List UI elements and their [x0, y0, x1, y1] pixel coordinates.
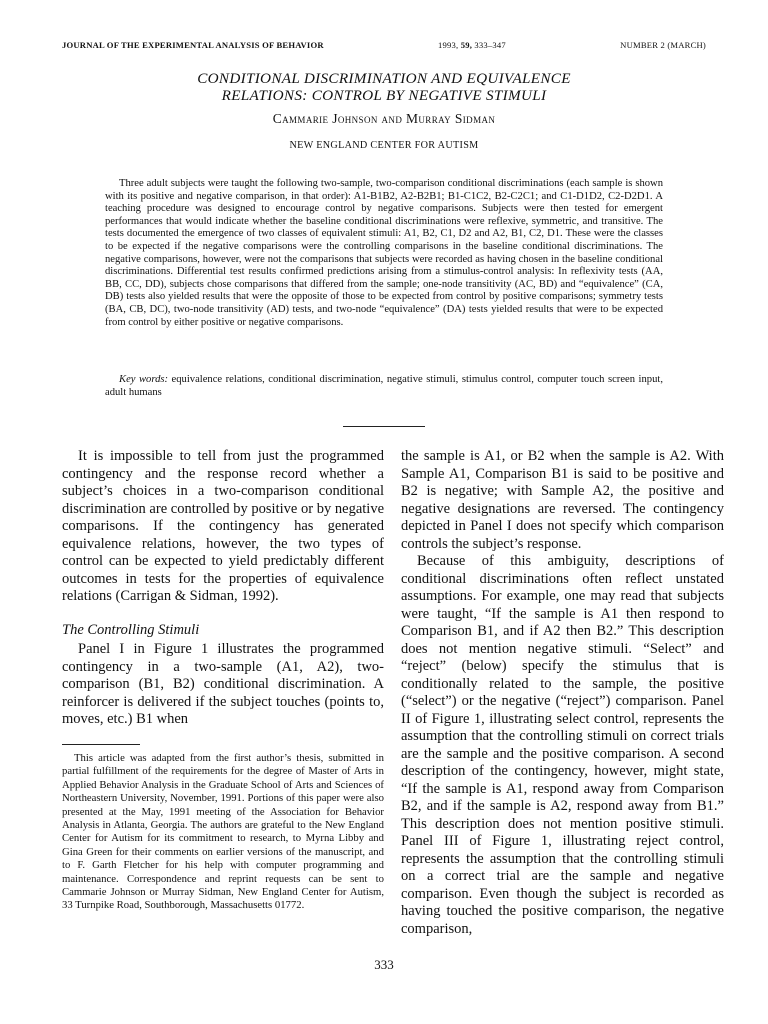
volume-info: [438, 40, 506, 50]
panel-paragraph: Panel I in Figure 1 illustrates the programmed contingency in a two-sample (A1, A2), two-comparison (B1, B2) conditional discrimination. A reinforcer is delivered if the subject touches (points to, moves, etc.) B1 when: [62, 641, 384, 727]
keywords: [105, 374, 663, 399]
page-number: 333: [374, 957, 394, 972]
section-heading: The Controlling Stimuli: [62, 621, 200, 638]
keywords-text: equivalence relations, conditional discrimination, negative stimuli, stimulus control, computer touch screen input, adult humans: [105, 374, 663, 398]
keywords-label: Key words:: [119, 374, 169, 385]
page-range: 333–347: [474, 40, 506, 50]
issue-number: NUMBER 2 (MARCH): [620, 40, 706, 50]
abstract-divider: [343, 426, 425, 427]
article-title: [60, 70, 708, 104]
affiliation: NEW ENGLAND CENTER FOR AUTISM: [289, 140, 479, 151]
abstract: Three adult subjects were taught the following two-sample, two-comparison conditional discriminations (each sample is shown with its positive and negative comparison, in that order): A1-B1B2, A2-B2B1; B1-C1C2, B2-C2C1; and C1-D1D2, C2-D2D1. A teaching procedure was designed to encourage control by negative comparisons. Subjects were then tested for emergent performances that would indicate whether the baseline conditional discriminations were reflexive, symmetric, and transitive. The tests documented the emergence of two classes of equivalent stimuli: A1, B2, C1, D2 and A2, B1, C2, D1. These were the classes to be expected if the negative comparisons were the controlling comparisons in the baseline conditional discriminations. The negative comparisons, however, were not the comparisons that subjects were recorded as having chosen in the baseline conditional discriminations. Differential test results confirmed predictions arising from a stimulus-control analysis: In reflexivity tests (AA, BB, CC, DD), subjects chose comparisons that differed from the sample; one-node transitivity (AC, BD) and “equivalence” (CA, DB) tests also yielded results that were the opposite of those to be expected from control by positive comparisons; symmetry tests (BA, CB, DC), two-node transitivity (AD) tests, and two-node “equivalence” (DA) tests yielded results that were to be expected from control by either positive or negative comparisons.: [105, 178, 663, 328]
running-head: [62, 40, 706, 50]
footnote: This article was adapted from the first author’s thesis, submitted in partial fulfillment of the requirements for the degree of Master of Arts in Applied Behavior Analysis in the Graduate School of Arts and Sciences of Northeastern University, November, 1991. Portions of this paper were also presented at the May, 1991 meeting of the Association for Behavior Analysis in Atlanta, Georgia. The authors are grateful to the New England Center for Autism for its commitment to research, to Myrna Libby and Gina Green for their comments on earlier versions of the manuscript, and to F. Garth Fletcher for his help with computer programming and maintenance. Correspondence and reprint requests can be sent to Cammarie Johnson or Murray Sidman, New England Center for Autism, 33 Turnpike Road, Southborough, Massachusetts 01772.: [62, 752, 384, 912]
year: 1993,: [438, 40, 459, 50]
ambiguity-paragraph: Because of this ambiguity, descriptions of conditional discriminations often reflect unstated assumptions. For example, one may read that subjects were taught, “If the sample is A1 then respond to Comparison B1, and if A2 then B2.” This description does not mention negative stimuli. “Select” and “reject” (below) specify the stimulus that is conditionally related to the sample, the positive (“select”) or the negative (“reject”) comparison. Panel II of Figure 1, illustrating select control, represents the assumption that the controlling stimuli on correct trials are the sample and the positive comparison. A second description of the contingency, however, might state, “If the sample is A1, respond away from Comparison B2, and if the sample is A2, respond away from B1.” This description does not mention positive stimuli. Panel III of Figure 1, illustrating reject control, represents the assumption that the controlling stimuli on a correct trial are the sample and negative comparison. Even though the subject is recorded as having touched the positive comparison, the negative comparison,: [401, 553, 724, 937]
authors: Cammarie Johnson and Murray Sidman: [272, 111, 496, 126]
title-line-1: CONDITIONAL DISCRIMINATION AND EQUIVALENCE: [197, 70, 571, 87]
footnote-divider: [62, 744, 140, 745]
right-column: [401, 448, 724, 938]
journal-name: JOURNAL OF THE EXPERIMENTAL ANALYSIS OF BEHAVIOR: [62, 40, 324, 50]
continued-paragraph: the sample is A1, or B2 when the sample is A2. With Sample A1, Comparison B1 is said to be positive and B2 is negative; with Sample A2, the positive and negative designations are reversed. The contingency depicted in Panel I does not specify which comparison controls the subject’s response.: [401, 448, 724, 552]
volume: 59,: [460, 40, 473, 50]
left-column: [62, 448, 384, 729]
intro-paragraph: It is impossible to tell from just the programmed contingency and the response record whether a subject’s choices in a two-comparison conditional discrimination are controlled by positive or by negative comparisons. If the contingency has generated equivalence relations, however, the two types of control can be expected to yield predictably different outcomes in tests for the properties of equivalence relations (Carrigan & Sidman, 1992).: [62, 448, 384, 604]
title-line-2: RELATIONS: CONTROL BY NEGATIVE STIMULI: [221, 87, 547, 104]
